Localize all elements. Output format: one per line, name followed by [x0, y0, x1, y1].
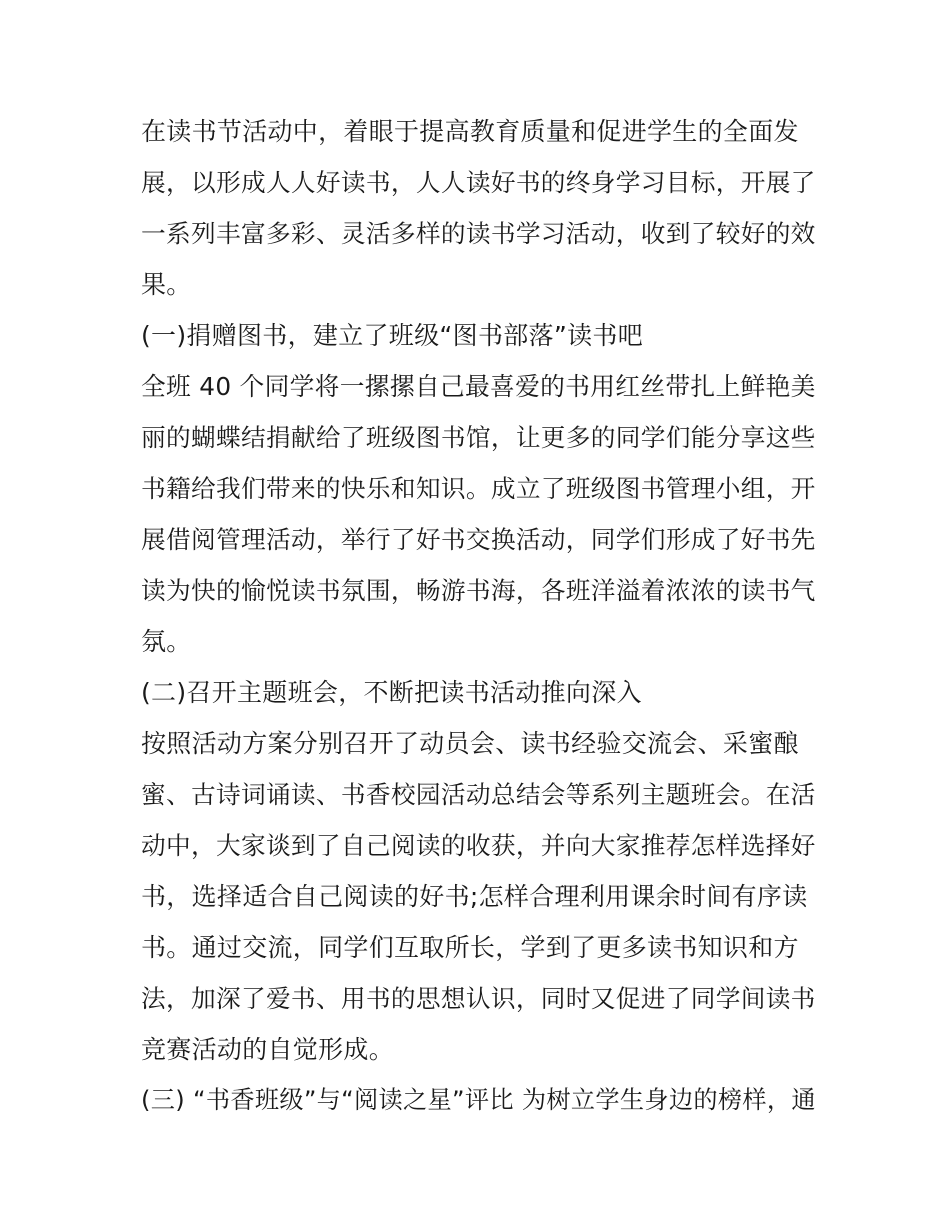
text-line: 读为快的愉悦读书氛围，畅游书海，各班洋溢着浓浓的读书气 [141, 576, 816, 605]
text-line: 展借阅管理活动，举行了好书交换活动，同学们形成了好书先 [141, 525, 816, 554]
text-line: 书，选择适合自己阅读的好书;怎样合理利用课余时间有序读 [141, 882, 808, 911]
text-line: 竞赛活动的自觉形成。 [141, 1035, 395, 1064]
text-line: (二)召开主题班会，不断把读书活动推向深入 [141, 678, 642, 707]
section-heading-2 [141, 667, 816, 718]
document-body [141, 106, 816, 1126]
paragraph-book-donation [141, 361, 816, 667]
text-line: 蜜、古诗词诵读、书香校园活动总结会等系列主题班会。在活 [141, 780, 816, 809]
text-line: 全班 40 个同学将一摞摞自己最喜爱的书用红丝带扎上鲜艳美 [141, 372, 816, 401]
text-line: 书。通过交流，同学们互取所长，学到了更多读书知识和方 [141, 933, 799, 962]
text-line: 动中，大家谈到了自己阅读的收获，并向大家推荐怎样选择好 [141, 831, 816, 860]
text-line: 果。 [141, 270, 192, 299]
text-line: 一系列丰富多彩、灵活多样的读书学习活动，收到了较好的效 [141, 219, 816, 248]
text-line: 在读书节活动中，着眼于提高教育质量和促进学生的全面发 [141, 117, 799, 146]
text-line: 书籍给我们带来的快乐和知识。成立了班级图书管理小组，开 [141, 474, 816, 503]
section-heading-1 [141, 310, 816, 361]
section-heading-3 [141, 1075, 816, 1126]
text-line: 法，加深了爱书、用书的思想认识，同时又促进了同学间读书 [141, 984, 816, 1013]
text-line: (三) “书香班级”与“阅读之星”评比 为树立学生身边的榜样，通 [141, 1086, 816, 1114]
text-line: 展，以形成人人好读书，人人读好书的终身学习目标，开展了 [141, 168, 816, 197]
text-line: 氛。 [141, 627, 192, 656]
paragraph-class-meeting [141, 718, 816, 1075]
paragraph-intro [141, 106, 816, 310]
text-line: (一)捐赠图书，建立了班级“图书部落”读书吧 [141, 321, 644, 350]
text-line: 按照活动方案分别召开了动员会、读书经验交流会、采蜜酿 [141, 729, 799, 758]
text-line: 丽的蝴蝶结捐献给了班级图书馆，让更多的同学们能分享这些 [141, 423, 816, 452]
